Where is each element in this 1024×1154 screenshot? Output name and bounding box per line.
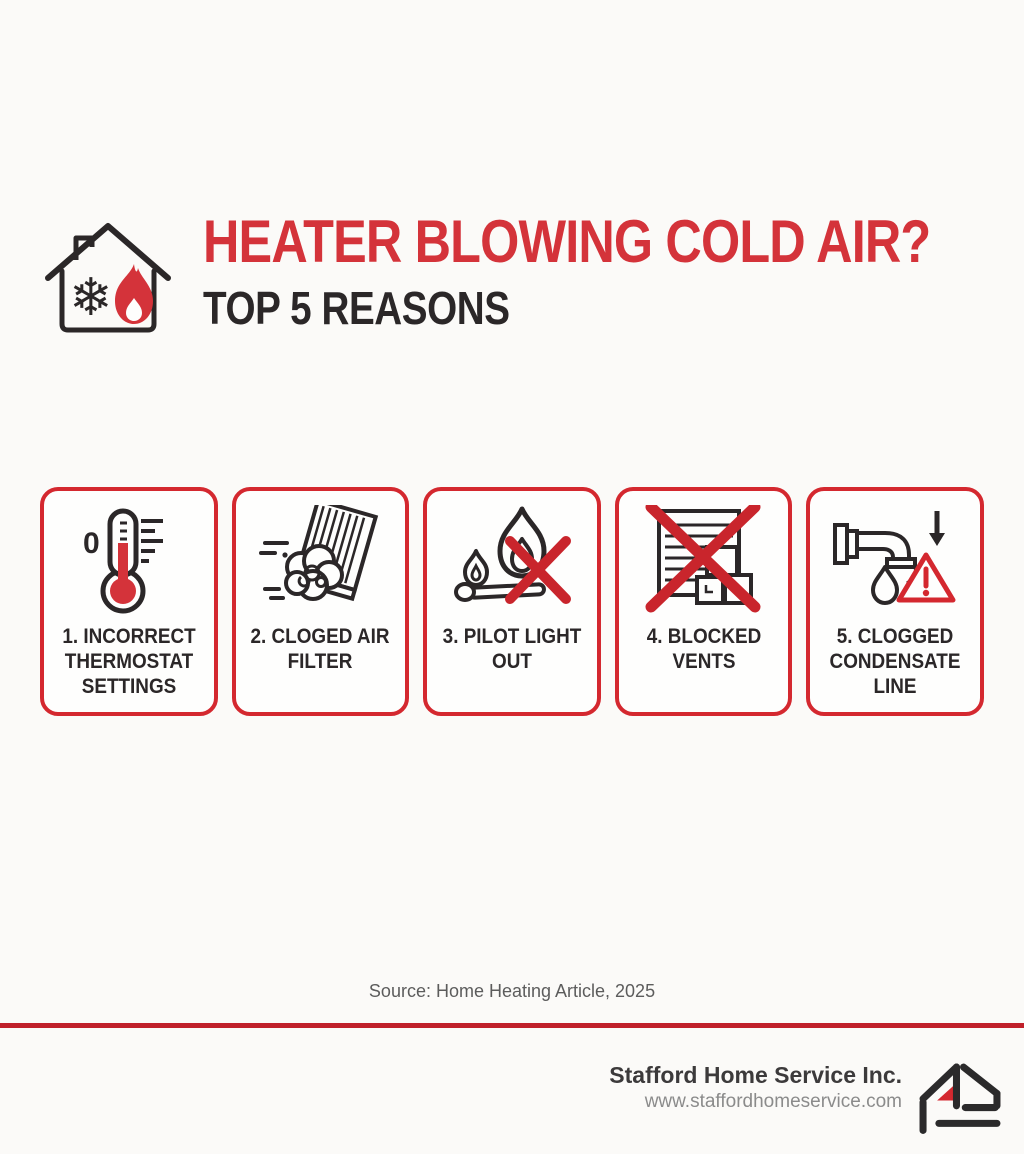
pilot-flame-crossed-icon — [446, 505, 578, 617]
reason-label: 4. BLOCKED VENTS — [646, 625, 761, 673]
thermometer-icon — [77, 505, 181, 617]
blocked-vent-icon — [643, 505, 765, 617]
header — [203, 208, 1024, 334]
reason-card-5 — [806, 487, 984, 716]
footer-divider — [0, 1023, 1024, 1028]
clogged-air-filter-icon — [257, 505, 383, 617]
reason-card-1 — [40, 487, 218, 716]
page-subtitle: TOP 5 REASONS — [203, 282, 510, 334]
house-snowflake-flame-icon — [42, 214, 176, 340]
reason-card-2 — [232, 487, 410, 716]
reason-label: 1. INCORRECT THERMOSTAT SETTINGS — [62, 625, 196, 698]
svg-text:0: 0 — [82, 527, 100, 560]
source-attribution: Source: Home Heating Article, 2025 — [368, 981, 656, 1001]
reason-card-4 — [615, 487, 793, 716]
svg-text:❄: ❄ — [69, 268, 113, 328]
condensate-pipe-warning-icon — [829, 505, 961, 617]
footer — [609, 1056, 1004, 1138]
reason-label: 3. PILOT LIGHT OUT — [442, 625, 582, 673]
reason-card-3 — [423, 487, 601, 716]
reason-label: 2. CLOGED AIR FILTER — [250, 625, 390, 673]
reasons-row — [40, 487, 984, 716]
stafford-home-service-logo — [916, 1056, 1004, 1138]
reason-label: 5. CLOGGED CONDENSATE LINE — [829, 625, 961, 698]
footer-text — [609, 1056, 902, 1114]
page-title: HEATER BLOWING COLD AIR? — [203, 208, 931, 275]
company-website: www.staffordhomeservice.com — [644, 1091, 902, 1113]
company-name: Stafford Home Service Inc. — [609, 1062, 902, 1088]
